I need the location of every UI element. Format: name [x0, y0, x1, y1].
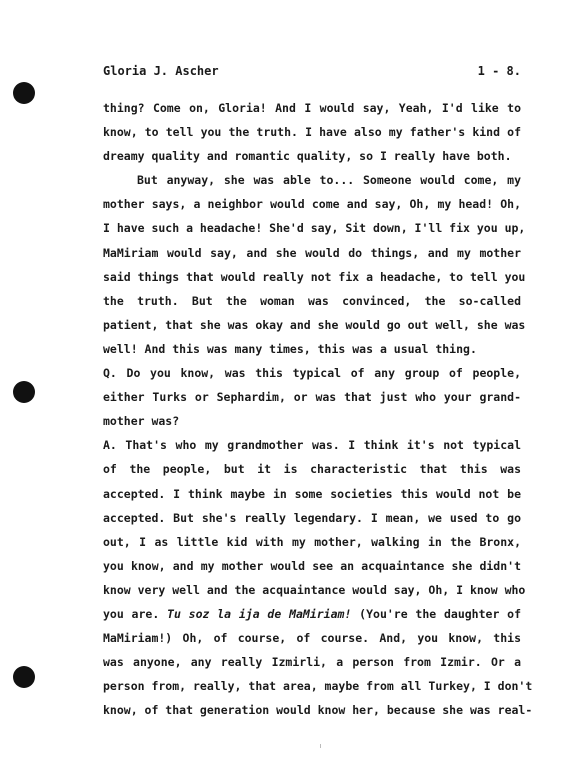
text-line: dreamy quality and romantic quality, so I really have both. [103, 149, 512, 164]
text-line: accepted. I think maybe in some societies this would not be [103, 486, 521, 501]
binder-hole-middle [13, 381, 35, 403]
text-line: But anyway, she was able to... Someone would come, my [137, 173, 521, 188]
text-line: MaMiriam!) Oh, of course, of course. And, you know, this [103, 631, 521, 646]
text-line: mother says, a neighbor would come and say, Oh, my head! Oh, [103, 197, 521, 212]
transcript-body [103, 96, 533, 722]
page-number: 1 - 8. [477, 64, 521, 78]
text-line: the truth. But the woman was convinced, the so-called [103, 293, 521, 308]
text-line: know, of that generation would know her, because she was real- [103, 703, 533, 718]
text-line: you know, and my mother would see an acquaintance she didn't [103, 558, 521, 573]
text-line: was anyone, any really Izmirli, a person from Izmir. Or a [103, 655, 521, 670]
answer-line: A. That's who my grandmother was. I think it's not typical [103, 438, 521, 453]
scan-speck [320, 744, 321, 748]
text-line: either Turks or Sephardim, or was that just who your grand- [103, 390, 521, 405]
ladino-phrase: Tu soz la ija de MaMiriam! [167, 606, 352, 621]
text-line: thing? Come on, Gloria! And I would say, Yeah, I'd like to [103, 101, 521, 115]
text-line: said things that would really not fix a headache, to tell you [103, 269, 526, 284]
text-line: know very well and the acquaintance would say, Oh, I know who [103, 582, 526, 597]
text-segment: (You're the daughter of [351, 606, 522, 621]
text-line: patient, that she was okay and she would go out well, she was [103, 317, 526, 332]
text-segment: you are. [103, 606, 168, 621]
question-line: Q. Do you know, was this typical of any group of people, [103, 366, 521, 381]
text-line: accepted. But she's really legendary. I mean, we used to go [103, 510, 521, 525]
binder-hole-bottom [13, 666, 35, 688]
text-line: know, to tell you the truth. I have also my father's kind of [103, 125, 521, 140]
text-line: of the people, but it is characteristic that this was [103, 462, 521, 477]
text-line: I have such a headache! She'd say, Sit down, I'll fix you up, [103, 221, 526, 236]
text-line: MaMiriam would say, and she would do things, and my mother [103, 245, 521, 260]
interviewee-name: Gloria J. Ascher [103, 64, 219, 78]
text-line [103, 602, 521, 626]
binder-hole-top [13, 82, 35, 104]
text-line: well! And this was many times, this was a usual thing. [103, 341, 477, 356]
text-line: mother was? [103, 414, 180, 429]
text-line: out, I as little kid with my mother, walking in the Bronx, [103, 534, 521, 549]
text-line: person from, really, that area, maybe from all Turkey, I don't [103, 679, 533, 694]
